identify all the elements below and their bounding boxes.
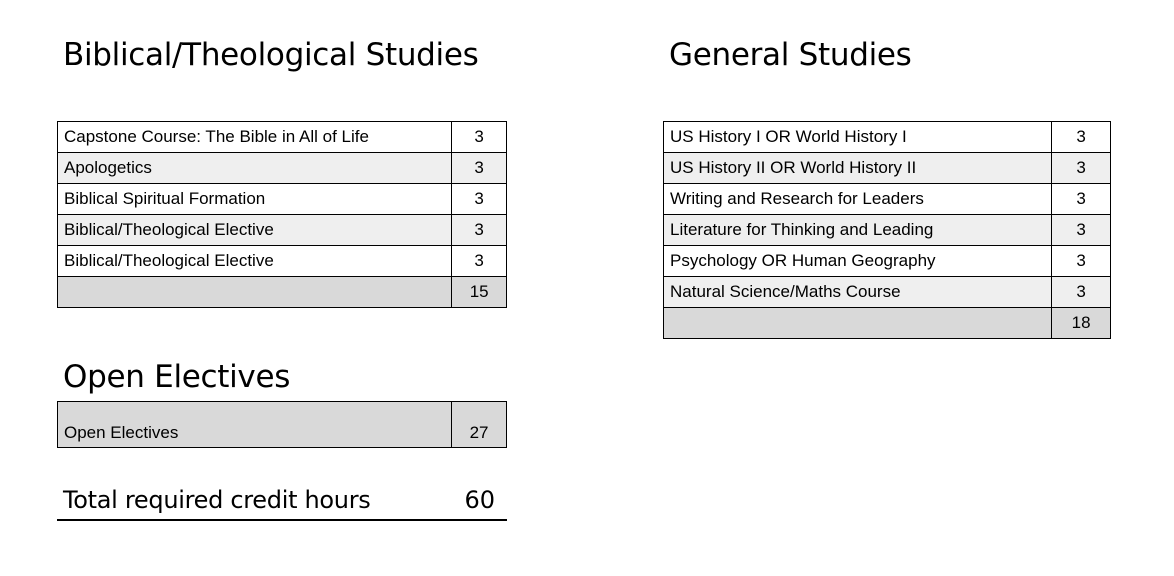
table-row [58, 402, 507, 448]
course-credits: 3 [1052, 184, 1111, 215]
course-name: Capstone Course: The Bible in All of Life [58, 122, 452, 153]
table-row [58, 246, 507, 277]
total-row [58, 277, 507, 308]
table-row [664, 153, 1111, 184]
open-electives-title: Open Electives [63, 359, 291, 395]
course-name: Natural Science/Maths Course [664, 277, 1052, 308]
course-credits: 3 [452, 184, 507, 215]
general-studies-table [663, 121, 1111, 339]
course-name: Biblical/Theological Elective [58, 215, 452, 246]
general-studies-title: General Studies [669, 37, 912, 73]
total-row [664, 308, 1111, 339]
course-credits: 3 [452, 122, 507, 153]
table-row [664, 215, 1111, 246]
course-name: Literature for Thinking and Leading [664, 215, 1052, 246]
total-required-value: 60 [464, 486, 495, 514]
course-name: Psychology OR Human Geography [664, 246, 1052, 277]
biblical-total-credits: 15 [452, 277, 507, 308]
course-name: Biblical/Theological Elective [58, 246, 452, 277]
table-row [664, 246, 1111, 277]
course-credits: 3 [1052, 277, 1111, 308]
course-name: Biblical Spiritual Formation [58, 184, 452, 215]
course-credits: 3 [452, 215, 507, 246]
table-row [664, 277, 1111, 308]
table-row [58, 184, 507, 215]
course-credits: 3 [1052, 122, 1111, 153]
total-label-cell [664, 308, 1052, 339]
table-row [58, 122, 507, 153]
course-name: Writing and Research for Leaders [664, 184, 1052, 215]
course-name: Open Electives [58, 402, 452, 448]
table-row [58, 153, 507, 184]
course-credits: 3 [1052, 215, 1111, 246]
course-credits: 3 [452, 153, 507, 184]
course-credits: 3 [1052, 153, 1111, 184]
open-electives-table [57, 401, 507, 448]
biblical-studies-table [57, 121, 507, 308]
total-required-line [57, 483, 507, 521]
course-name: US History I OR World History I [664, 122, 1052, 153]
general-total-credits: 18 [1052, 308, 1111, 339]
course-credits: 3 [452, 246, 507, 277]
course-credits: 27 [452, 402, 507, 448]
biblical-studies-title: Biblical/Theological Studies [63, 37, 479, 73]
table-row [664, 184, 1111, 215]
course-credits: 3 [1052, 246, 1111, 277]
total-label-cell [58, 277, 452, 308]
course-name: US History II OR World History II [664, 153, 1052, 184]
course-name: Apologetics [58, 153, 452, 184]
total-required-label: Total required credit hours [63, 486, 371, 514]
table-row [58, 215, 507, 246]
table-row [664, 122, 1111, 153]
